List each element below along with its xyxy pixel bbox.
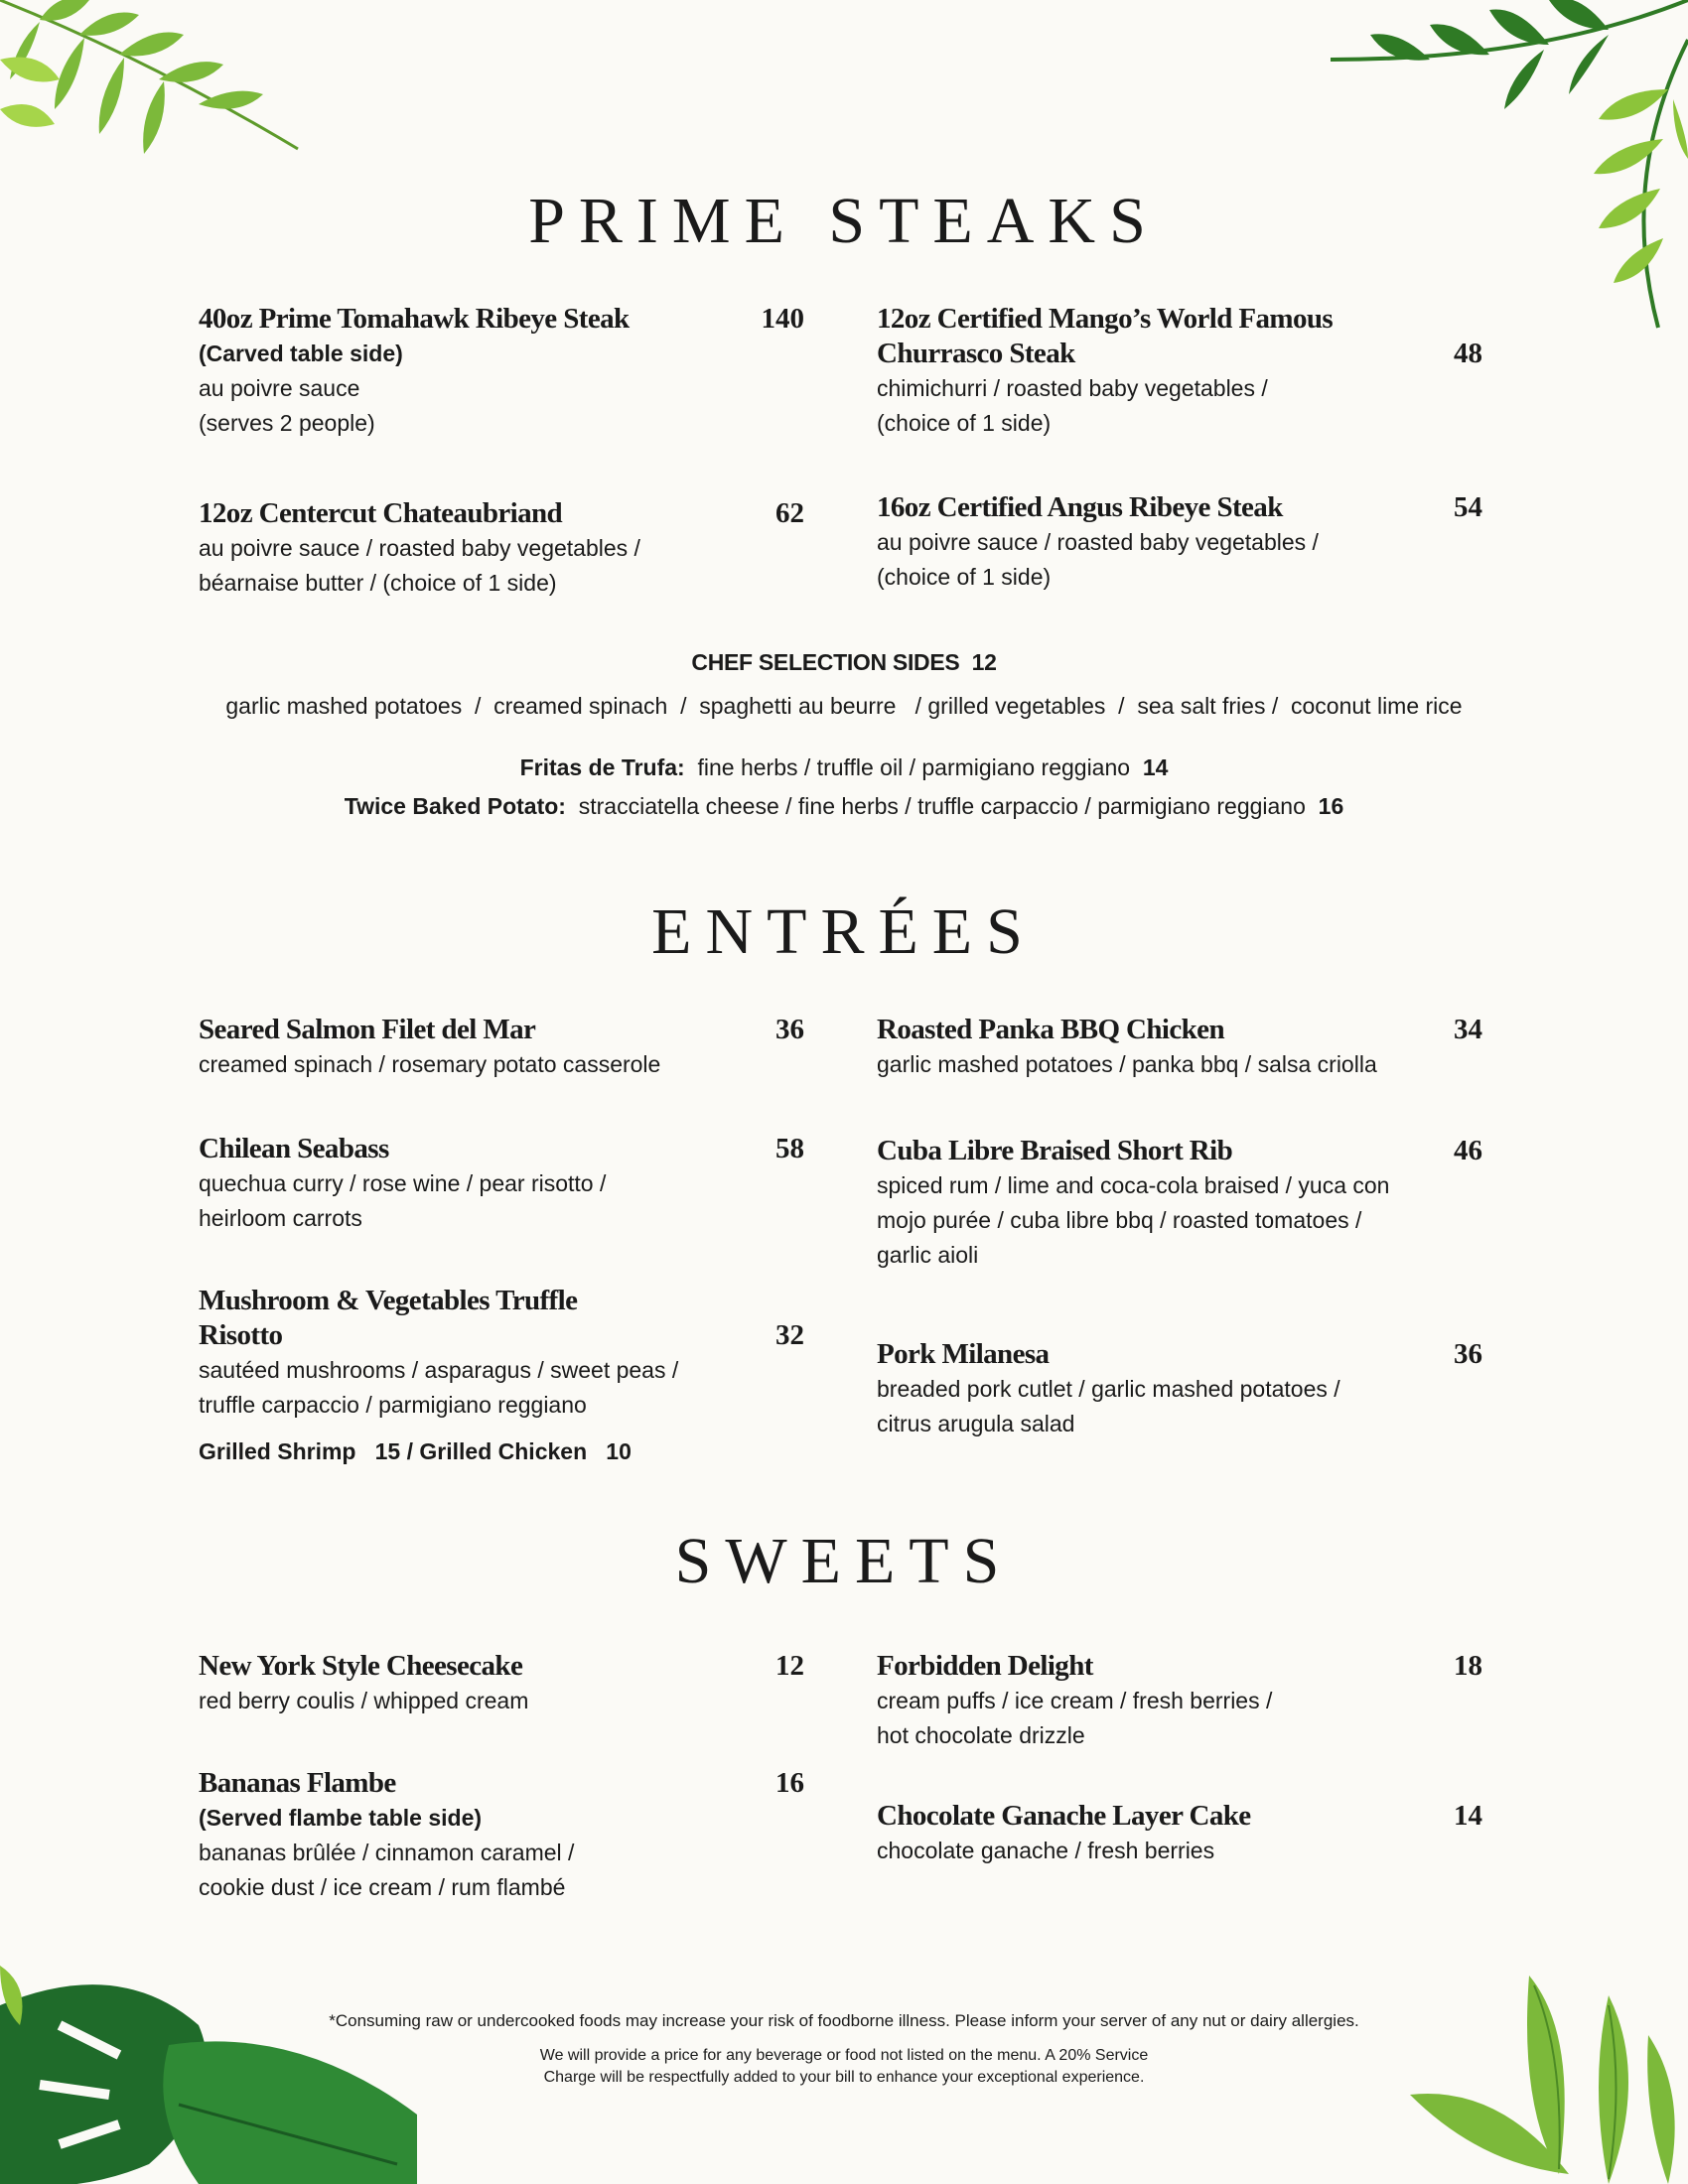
item-description: heirloom carrots xyxy=(199,1205,362,1231)
foodborne-warning: *Consuming raw or undercooked foods may increase your risk of foodborne illness. Please inform your server of any nut or dairy allergies. xyxy=(329,2011,1359,2030)
service-charge-line-2: Charge will be respectfully added to your bill to enhance your exceptional experience. xyxy=(543,2069,1145,2086)
item-name: Chocolate Ganache Layer Cake xyxy=(877,1800,1251,1832)
item-name: Chilean Seabass xyxy=(199,1133,389,1164)
menu-item-ganache-cake xyxy=(877,1799,1482,1868)
sweets-title: SWEETS xyxy=(674,1525,1014,1597)
menu-item-bbq-chicken xyxy=(877,1013,1482,1082)
potato-price: 16 xyxy=(1318,793,1344,819)
item-description: (choice of 1 side) xyxy=(877,410,1052,436)
fritas-price: 14 xyxy=(1142,754,1169,780)
potato-description: stracciatella cheese / fine herbs / truffle carpaccio / parmigiano reggiano xyxy=(578,793,1306,819)
item-name: New York Style Cheesecake xyxy=(199,1650,523,1682)
item-price: 18 xyxy=(1454,1650,1482,1682)
sides-list: garlic mashed potatoes / creamed spinach / spaghetti au beurre / grilled vegetables / sea salt fries / coconut lime rice xyxy=(225,693,1463,719)
service-charge-line-1: We will provide a price for any beverage or food not listed on the menu. A 20% Service xyxy=(539,2047,1149,2064)
item-note: (Carved table side) xyxy=(199,341,403,366)
item-description: spiced rum / lime and coca-cola braised / yuca con xyxy=(877,1172,1390,1198)
menu-item-short-rib xyxy=(877,1134,1482,1273)
menu-item-seabass xyxy=(199,1132,804,1236)
menu-item-tomahawk xyxy=(199,302,804,441)
menu-item-truffle-risotto xyxy=(199,1284,804,1469)
item-price: 46 xyxy=(1454,1135,1482,1166)
menu-item-salmon xyxy=(199,1013,804,1082)
item-description: béarnaise butter / (choice of 1 side) xyxy=(199,570,557,596)
item-description: au poivre sauce / roasted baby vegetables / xyxy=(199,535,640,561)
item-price: 54 xyxy=(1454,491,1482,523)
item-name: Pork Milanesa xyxy=(877,1338,1050,1370)
item-description: sautéed mushrooms / asparagus / sweet peas / xyxy=(199,1357,679,1383)
item-price: 32 xyxy=(775,1319,804,1351)
menu-item-pork-milanesa xyxy=(877,1337,1482,1441)
potato-label: Twice Baked Potato: xyxy=(344,793,566,819)
item-price: 14 xyxy=(1454,1800,1482,1832)
item-name: Forbidden Delight xyxy=(877,1650,1093,1682)
item-addons: Grilled Shrimp 15 / Grilled Chicken 10 xyxy=(199,1438,632,1464)
item-description: garlic aioli xyxy=(877,1242,979,1268)
item-name: Cuba Libre Braised Short Rib xyxy=(877,1135,1233,1166)
item-price: 34 xyxy=(1454,1014,1482,1045)
item-description: citrus arugula salad xyxy=(877,1411,1075,1436)
item-name: Seared Salmon Filet del Mar xyxy=(199,1014,536,1045)
twice-baked-potato xyxy=(0,793,1688,820)
item-price: 36 xyxy=(1454,1338,1482,1370)
item-description: quechua curry / rose wine / pear risotto / xyxy=(199,1170,607,1196)
item-price: 140 xyxy=(761,303,804,335)
sides-price: 12 xyxy=(971,649,997,675)
sides-heading: CHEF SELECTION SIDES xyxy=(691,649,960,675)
chef-selection-sides-heading xyxy=(0,649,1688,676)
item-price: 62 xyxy=(775,497,804,529)
item-description: hot chocolate drizzle xyxy=(877,1722,1085,1748)
item-description: (serves 2 people) xyxy=(199,410,375,436)
item-name: Roasted Panka BBQ Chicken xyxy=(877,1014,1224,1045)
item-price: 36 xyxy=(775,1014,804,1045)
item-price: 48 xyxy=(1454,338,1482,369)
item-description: truffle carpaccio / parmigiano reggiano xyxy=(199,1392,587,1418)
fritas-description: fine herbs / truffle oil / parmigiano reggiano xyxy=(697,754,1131,780)
item-description: breaded pork cutlet / garlic mashed potatoes / xyxy=(877,1376,1340,1402)
palm-leaf-top-right-icon xyxy=(1291,0,1688,338)
item-description: (choice of 1 side) xyxy=(877,564,1052,590)
item-description: creamed spinach / rosemary potato casserole xyxy=(199,1051,661,1077)
item-description: cookie dust / ice cream / rum flambé xyxy=(199,1874,566,1900)
item-name: 40oz Prime Tomahawk Ribeye Steak xyxy=(199,303,630,335)
item-price: 58 xyxy=(775,1133,804,1164)
item-description: bananas brûlée / cinnamon caramel / xyxy=(199,1840,575,1865)
item-description: red berry coulis / whipped cream xyxy=(199,1688,529,1713)
item-price: 12 xyxy=(775,1650,804,1682)
item-description: au poivre sauce / roasted baby vegetables / xyxy=(877,529,1319,555)
item-description: cream puffs / ice cream / fresh berries / xyxy=(877,1688,1273,1713)
item-name: 12oz Centercut Chateaubriand xyxy=(199,497,563,529)
item-note: (Served flambe table side) xyxy=(199,1805,483,1831)
item-name: Bananas Flambe xyxy=(199,1767,396,1799)
item-price: 16 xyxy=(775,1767,804,1799)
prime-steaks-title: PRIME STEAKS xyxy=(528,185,1160,257)
palm-leaf-top-left-icon xyxy=(0,0,318,179)
menu-item-bananas-flambe xyxy=(199,1766,804,1905)
item-description: chocolate ganache / fresh berries xyxy=(877,1838,1215,1863)
menu-item-angus-ribeye xyxy=(877,490,1482,595)
item-description: chimichurri / roasted baby vegetables / xyxy=(877,375,1268,401)
item-description: mojo purée / cuba libre bbq / roasted tomatoes / xyxy=(877,1207,1362,1233)
item-name: 16oz Certified Angus Ribeye Steak xyxy=(877,491,1283,523)
item-description: au poivre sauce xyxy=(199,375,360,401)
item-name: 12oz Certified Mango’s World Famous Churrasco Steak xyxy=(877,303,1334,369)
fritas-label: Fritas de Trufa: xyxy=(519,754,685,780)
menu-item-cheesecake xyxy=(199,1649,804,1718)
menu-item-churrasco xyxy=(877,302,1482,441)
fritas-de-trufa xyxy=(0,754,1688,781)
item-name: Mushroom & Vegetables Truffle Risotto xyxy=(199,1285,578,1351)
entrees-title: ENTRÉES xyxy=(651,895,1037,968)
menu-item-forbidden-delight xyxy=(877,1649,1482,1753)
menu-item-chateaubriand xyxy=(199,496,804,601)
item-description: garlic mashed potatoes / panka bbq / salsa criolla xyxy=(877,1051,1377,1077)
